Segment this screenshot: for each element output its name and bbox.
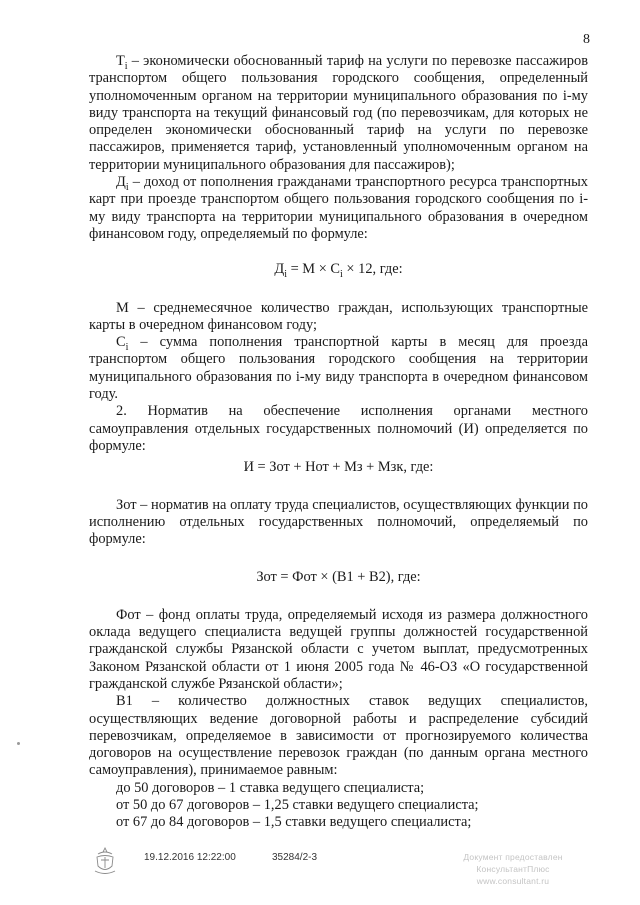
subscript-i: i <box>125 342 129 354</box>
paragraph-tariff <box>89 53 588 174</box>
paragraph-item-2: 2. Норматив на обеспечение исполнения органами местного самоуправления отдельных государственных полномочий (И) определяется по формуле: <box>89 403 588 454</box>
symbol-c: C <box>116 334 126 351</box>
formula-part: Д <box>274 261 285 278</box>
paragraph-zot: Зот – норматив на оплату труда специалистов, осуществляющих функции по исполнению отдельных государственных полномочий, определяемый по формуле: <box>89 496 588 548</box>
formula-subscript: i <box>284 269 287 281</box>
footer-watermark <box>438 851 588 887</box>
watermark-line: www.consultant.ru <box>476 876 550 886</box>
list-item: от 67 до 84 договоров – 1,5 ставки ведущего специалиста; <box>116 814 472 831</box>
page-footer <box>0 852 640 892</box>
list-item: до 50 договоров – 1 ставка ведущего специалиста; <box>116 779 425 796</box>
document-body <box>89 53 588 832</box>
subscript-i: i <box>124 60 128 72</box>
paragraph-text: – доход от пополнения гражданами транспортного ресурса транспортных карт при проезде транспортом общего пользования городского сообщения по i-му виду транспорта на территории муниципального образования в очередном финансовом году, определяемый по формуле: <box>89 174 588 242</box>
paragraph-c <box>89 334 588 403</box>
footer-code: 35284/2-3 <box>272 852 318 863</box>
symbol-d: Д <box>116 174 126 191</box>
formula-part: = M × C <box>287 261 341 278</box>
subscript-i: i <box>125 181 129 193</box>
footer-date: 19.12.2016 12:22:00 <box>144 852 236 863</box>
paragraph-text: – экономически обоснованный тариф на услуги по перевозке пассажиров транспортом общего пользования городского сообщения, определенный уполномоченным органом на территории муниципального образования по i-му виду транспорта на текущий финансовый год (по перевозчикам, для которых не определен экономически обоснованный тариф на услуги по перевозке пассажиров, применяется тариф, установленный уполномоченным органом на территории муниципального образования для пассажиров); <box>89 53 588 173</box>
paragraph-m: М – среднемесячное количество граждан, использующих транспортные карты в очередном финансовом году; <box>89 299 588 333</box>
paragraph-b1: В1 – количество должностных ставок ведущих специалистов, осуществляющих ведение договорной работы и распределение субсидий перевозчикам, определяемое в зависимости от прогнозируемого количества договоров на осуществление перевозок граждан (по данным органа местного самоуправления), принимаемое равным: <box>89 693 588 779</box>
list-item: от 50 до 67 договоров – 1,25 ставки ведущего специалиста; <box>116 796 479 813</box>
page-number: 8 <box>583 32 590 47</box>
watermark-line: Документ предоставлен КонсультантПлюс <box>463 852 563 874</box>
formula-norm: И = Зот + Нот + Мз + Мзк, где: <box>243 459 434 476</box>
formula-income <box>89 261 588 281</box>
paragraph-income <box>89 174 588 243</box>
formula-part: × 12, где: <box>342 261 403 278</box>
symbol-t: T <box>116 53 125 69</box>
margin-mark <box>17 742 20 745</box>
coat-of-arms-icon <box>92 846 118 876</box>
formula-zot: Зот = Фот × (В1 + В2), где: <box>256 569 421 586</box>
paragraph-fot: Фот – фонд оплаты труда, определяемый исходя из размера должностного оклада ведущего специалиста ведущей группы должностей государственной гражданской службы Рязанской области с учетом выплат, предусмотренных Законом Рязанской области от 1 июня 2005 года № 46-ОЗ «О государственной гражданской службе Рязанской области»; <box>89 606 588 692</box>
paragraph-text: – сумма пополнения транспортной карты в месяц для проезда транспортом общего пользования городского сообщения на территории муниципального образования по i-му виду транспорта в очередном финансовом году. <box>89 334 588 403</box>
formula-subscript: i <box>340 269 343 281</box>
